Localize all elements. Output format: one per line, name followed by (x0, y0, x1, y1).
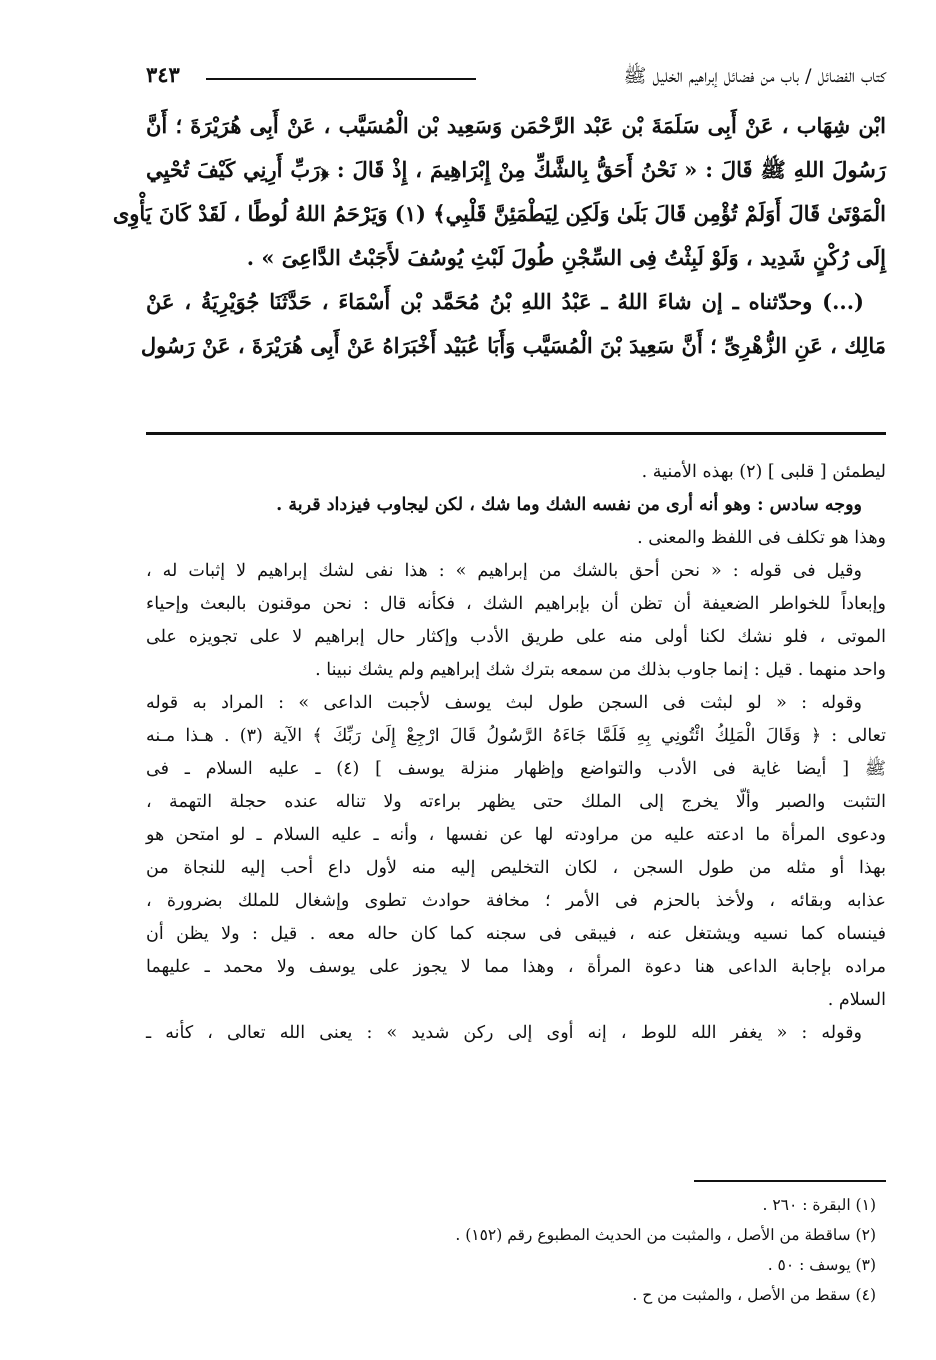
commentary-line: واحد منهما . قيل : إنما جاوب بذلك من سمعه بترك شك إبراهيم ولم يشك نبينا . (315, 660, 886, 680)
page-number: ٣٤٣ (146, 62, 180, 87)
commentary-line: وقوله : « يغفر الله للوط ، إنه أوى إلى ركن شديد » : يعنى الله تعالى ، كأنه ـ (146, 1023, 862, 1043)
hadith-line: (...) وحدّثناه ـ إن شاءَ اللهُ ـ عَبْدُ اللهِ بْنُ مُحَمَّد بْن أَسْمَاءَ ، حَدَّثَنَا جُوَيْرِيَةُ ، عَنْ (146, 289, 864, 314)
text-separator (146, 432, 886, 435)
footnote: (١) البقرة : ٢٦٠ . (762, 1196, 876, 1214)
commentary-line: التثبت والصبر وألّا يخرج إلى الملك حتى يظهر براءته ولا تناله عنده حجلة التهمة ، (146, 792, 886, 812)
commentary-line: ووجه سادس : وهو أنه أرى من نفسه الشك وما شك ، لكن ليجاوب فيزداد قربة . (276, 495, 862, 515)
commentary-line: عذابه وبقائه ، ولأخذ بالحزم فى الأمر ؛ مخافة حوادث تطوى وإشغال للملك بضرورة ، (146, 891, 886, 911)
commentary-text (146, 456, 886, 1050)
commentary-line: وهذا هو تكلف فى اللفظ والمعنى . (637, 528, 886, 548)
commentary-line: ليطمئن [ قلبى ] (٢) بهذه الأمنية . (641, 462, 886, 482)
hadith-line: رَسُولَ اللهِ ﷺ قَالَ : « نَحْنُ أَحَقُّ بِالشَّكِّ مِنْ إِبْرَاهِيمَ ، إِذْ قَالَ : ﴿رَبِّ أَرِنِي كَيْفَ تُحْيِي (146, 157, 886, 182)
commentary-line: السلام . (827, 990, 886, 1010)
commentary-line: ودعوى المرأة ما ادعته عليه من مراودته لها عن نفسها ، وأنه ـ عليه السلام ـ لو امتحن هو (146, 825, 886, 845)
footnote: (٣) يوسف : ٥٠ . (767, 1256, 876, 1274)
commentary-line: وقيل فى قوله : « نحن أحق بالشك من إبراهيم » : هذا نفى لشك إبراهيم لا إثبات له ، (146, 561, 862, 581)
footnote: (٢) ساقطة من الأصل ، والمثبت من الحديث المطبوع رقم (١٥٢) . (455, 1226, 876, 1244)
footnotes (400, 1190, 876, 1310)
header-rule (206, 78, 476, 80)
hadith-line: مَالِك ، عَنِ الزُّهْرِىِّ ؛ أَنَّ سَعِيدَ بْنَ الْمُسَيَّب وَأَبَا عُبَيْد أَخْبَرَاهُ عَنْ أَبِى هُرَيْرَةَ ، عَنْ رَسُول (140, 333, 886, 358)
hadith-line: الْمَوْتَىٰ قَالَ أَوَلَمْ تُؤْمِن قَالَ بَلَىٰ وَلَكِن لِيَطْمَئِنَّ قَلْبِي﴾ (١) وَيَرْحَمُ اللهُ لُوطًا ، لَقَدْ كَانَ يَأْوِى (112, 201, 886, 226)
hadith-text (112, 104, 886, 368)
commentary-line: الموتى ، فلو نشك لكنا أولى منه على طريق الأدب وإكثار حال إبراهيم لا على تجويزه على (146, 627, 886, 647)
footnote-rule (694, 1180, 886, 1182)
commentary-line: تعالى : ﴿ وَقَالَ الْمَلِكُ ائْتُونِي بِهِ فَلَمَّا جَاءَهُ الرَّسُولُ قَالَ ارْجِعْ إِلَىٰ رَبِّكَ ﴾ الآية (٣) . هـذا مـنه (146, 726, 886, 746)
running-title: كتاب الفضائل / باب من فضائل إبراهيم الخليل ﷺ (623, 65, 886, 87)
commentary-line: ﷺ [ أيضا غاية فى الأدب والتواضع وإظهار منزلة يوسف ] (٤) ـ عليه السلام ـ فى (146, 759, 886, 779)
footnote: (٤) سقط من الأصل ، والمثبت من ح . (632, 1286, 876, 1304)
commentary-line: بهذا أو مثله من طول السجن ، لكان التخليص إليه منه لأول داع أحب إليه للنجاة من (146, 858, 886, 878)
page-header (146, 60, 886, 96)
hadith-line: ابْن شِهَاب ، عَنْ أَبِى سَلَمَةَ بْن عَبْد الرَّحْمَن وَسَعِيد بْن الْمُسَيَّب ، عَنْ أَبِى هُرَيْرَةَ ؛ أَنَّ (146, 113, 886, 138)
commentary-line: مراده بإجابة الداعى هنا دعوة المرأة ، وهذا مما لا يجوز على يوسف ولا محمد ـ عليهما (146, 957, 886, 977)
commentary-line: وقوله : « لو لبثت فى السجن طول لبث يوسف لأجبت الداعى » : المراد به قوله (146, 693, 862, 713)
hadith-line: إِلَى رُكْنٍ شَدِيد ، وَلَوْ لَبِثْتُ فِى السِّجْنِ طُولَ لَبْثِ يُوسُفَ لأَجَبْتُ الدَّاعِىَ » . (246, 245, 886, 270)
commentary-line: فينساه كما نسيه ويشتغل عنه ، فيبقى فى سجنه كما كان حاله معه . قيل : ولا يظن أن (146, 924, 886, 944)
commentary-line: وإبعاداً للخواطر الضعيفة أن تظن أن بإبراهيم الشك ، فكأنه قال : نحن موقنون بالبعث وإحياء (146, 594, 886, 614)
